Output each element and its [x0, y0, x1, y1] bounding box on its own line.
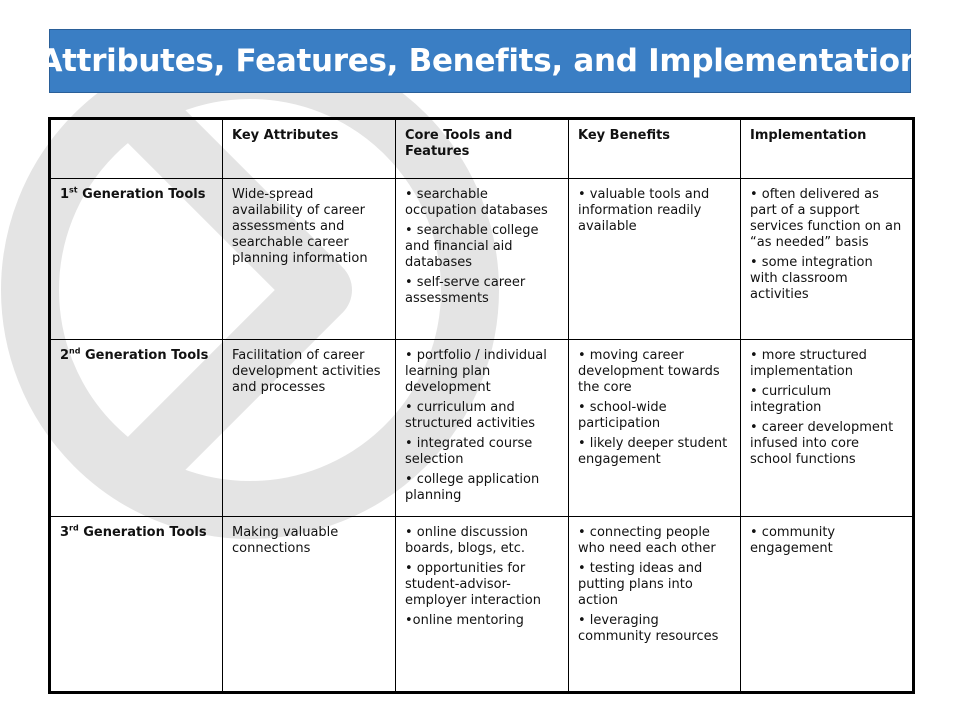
table-header-key-benefits: Key Benefits [569, 119, 741, 179]
table-header-core-tools: Core Tools and Features [396, 119, 569, 179]
bullet-item: • searchable college and financial aid databases [405, 223, 539, 270]
bullet-item: • leveraging community resources [578, 613, 719, 644]
bullet-item: • integrated course selection [405, 436, 533, 467]
table-row [50, 517, 914, 693]
bullet-item: • school-wide participation [578, 400, 667, 431]
comparison-table [48, 117, 915, 694]
generation-number: 1 [60, 187, 70, 202]
cell-key-attributes: Facilitation of career development activities and processes [223, 340, 396, 517]
bullet-item: • curriculum and structured activities [405, 400, 535, 431]
bullet-item: • moving career development towards the core [578, 348, 720, 395]
bullet-item: • valuable tools and information readily available [578, 187, 710, 234]
bullet-item: • college application planning [405, 472, 540, 503]
table-header-key-attributes: Key Attributes [223, 119, 396, 179]
generation-label: Generation Tools [77, 187, 206, 202]
cell-key-attributes: Wide-spread availability of career assessments and searchable career planning information [223, 179, 396, 340]
generation-number: 3 [60, 525, 70, 540]
table-row [50, 340, 914, 517]
bullet-item: • online discussion boards, blogs, etc. [405, 525, 528, 556]
bullet-item: • some integration with classroom activities [750, 255, 873, 302]
cell-key-attributes: Making valuable connections [223, 517, 396, 693]
bullet-item: • searchable occupation databases [405, 187, 548, 218]
bullet-item: • portfolio / individual learning plan development [405, 348, 547, 395]
page-title: Attributes, Features, Benefits, and Implementation [38, 43, 922, 79]
cell-key-benefits [569, 517, 741, 693]
bullet-item: • self-serve career assessments [405, 275, 526, 306]
bullet-item: • community engagement [750, 525, 836, 556]
table-header-implementation: Implementation [741, 119, 914, 179]
generation-ordinal: nd [69, 346, 81, 356]
bullet-item: • curriculum integration [750, 384, 832, 415]
cell-implementation [741, 179, 914, 340]
generation-ordinal: rd [69, 523, 79, 533]
bullet-item: •online mentoring [405, 613, 524, 628]
row-header-generation [50, 340, 223, 517]
table-header-row [50, 119, 914, 179]
bullet-item: • connecting people who need each other [578, 525, 716, 556]
cell-core-tools [396, 179, 569, 340]
generation-label: Generation Tools [80, 348, 209, 363]
cell-core-tools [396, 517, 569, 693]
bullet-item: • career development infused into core school functions [750, 420, 894, 467]
bullet-item: • likely deeper student engagement [578, 436, 728, 467]
title-banner [38, 29, 922, 93]
bullet-item: • opportunities for student-advisor-employer interaction [405, 561, 541, 608]
table-header-blank [50, 119, 223, 179]
cell-implementation [741, 517, 914, 693]
bullet-item: • more structured implementation [750, 348, 867, 379]
cell-core-tools [396, 340, 569, 517]
generation-label: Generation Tools [78, 525, 207, 540]
row-header-generation [50, 517, 223, 693]
row-header-generation [50, 179, 223, 340]
cell-implementation [741, 340, 914, 517]
table-row [50, 179, 914, 340]
generation-number: 2 [60, 348, 70, 363]
generation-ordinal: st [69, 185, 78, 195]
bullet-item: • often delivered as part of a support services function on an “as needed” basis [750, 187, 902, 250]
bullet-item: • testing ideas and putting plans into action [578, 561, 703, 608]
cell-key-benefits [569, 179, 741, 340]
cell-key-benefits [569, 340, 741, 517]
